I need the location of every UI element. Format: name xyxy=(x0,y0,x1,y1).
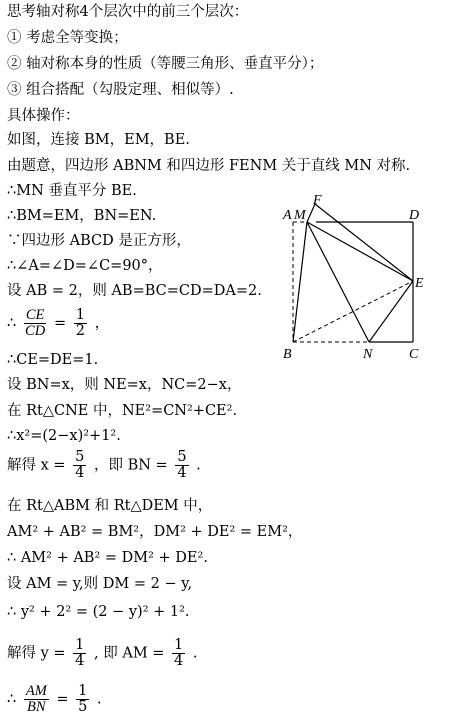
solve-y-num: 1 xyxy=(75,637,85,653)
solve-y-fraction xyxy=(73,638,86,669)
solve-x-den-2: 4 xyxy=(177,465,187,481)
segment-en xyxy=(369,281,413,342)
line-connect: 如图，连接 BM，EM，BE. xyxy=(7,132,190,148)
solve-y-fraction-2 xyxy=(172,638,185,669)
line-ce-de: ∴CE=DE=1. xyxy=(7,352,99,368)
line-pyth-2: ∴ AM² + AB² = DM² + DE². xyxy=(7,550,208,566)
line-perp: ∴MN 垂直平分 BE. xyxy=(7,183,137,199)
level-2: ② 轴对称本身的性质（等腰三角形、垂直平分）； xyxy=(7,56,324,72)
line-equal: ∴BM=EM，BN=EN. xyxy=(7,208,157,224)
line-sides: 设 AB = 2，则 AB=BC=CD=DA=2. xyxy=(7,283,262,299)
ratio-numerator: CE xyxy=(25,307,45,323)
ratio-tail: ， xyxy=(94,315,110,332)
geometry-figure xyxy=(275,192,445,364)
ratio-denominator: CD xyxy=(25,323,46,339)
line-angles: ∴∠A=∠D=∠C=90°， xyxy=(7,258,163,274)
final-den: BN xyxy=(27,699,46,715)
solve-x-den: 4 xyxy=(75,465,85,481)
solve-y-den: 4 xyxy=(75,653,85,669)
level-1: ① 考虑全等变换； xyxy=(7,30,128,46)
final-fraction xyxy=(24,684,49,715)
final-num: AM xyxy=(25,683,47,699)
final-equals: = xyxy=(56,691,69,708)
level-3: ③ 组合搭配（勾股定理、相似等）. xyxy=(7,82,234,98)
label-c: C xyxy=(409,347,419,362)
line-eq-y: ∴ y² + 2² = (2 − y)² + 1². xyxy=(7,604,190,620)
solve-y-tail: . xyxy=(192,645,198,662)
label-n: N xyxy=(363,347,373,362)
label-a: A xyxy=(283,208,292,223)
solve-x-tail: . xyxy=(196,457,201,474)
final-value-den: 5 xyxy=(78,699,88,715)
label-e: E xyxy=(415,276,424,291)
line-final xyxy=(7,684,102,715)
label-b: B xyxy=(283,347,292,362)
ratio-value-num: 1 xyxy=(75,307,85,323)
solve-x-prefix: 解得 x = xyxy=(7,457,66,474)
line-symmetric: 由题意，四边形 ABNM 和四边形 FENM 关于直线 MN 对称. xyxy=(7,158,411,174)
line-let-bn: 设 BN=x，则 NE=x，NC=2−x， xyxy=(7,377,242,393)
line-rt-cne: 在 Rt△CNE 中，NE²=CN²+CE². xyxy=(7,403,238,419)
solve-y-mid: , 即 AM = xyxy=(94,645,165,662)
final-prefix: ∴ xyxy=(7,691,17,708)
final-tail: . xyxy=(97,691,102,708)
segment-fe xyxy=(315,204,413,281)
intro-text: 思考轴对称4个层次中的前三个层次： xyxy=(7,4,249,20)
ratio-value-den: 2 xyxy=(75,323,85,339)
solve-x-fraction-2 xyxy=(175,450,188,481)
line-solve-y xyxy=(7,638,197,669)
solve-x-mid: ，即 BN = xyxy=(94,457,168,474)
segment-bm xyxy=(293,222,307,342)
solve-y-prefix: 解得 y = xyxy=(7,645,66,662)
ratio-equals: = xyxy=(53,315,67,332)
ratio-fraction xyxy=(24,308,47,339)
line-square: ∵四边形 ABCD 是正方形， xyxy=(7,233,191,249)
ratio-prefix: ∴ xyxy=(7,315,17,332)
label-m: M xyxy=(294,208,306,223)
label-f: F xyxy=(313,193,322,208)
solve-x-num: 5 xyxy=(75,449,85,465)
line-pyth: AM² + AB² = BM²，DM² + DE² = EM²， xyxy=(7,524,303,540)
solve-x-fraction xyxy=(73,450,86,481)
line-solve-x xyxy=(7,450,201,481)
line-ratio xyxy=(7,308,109,339)
solve-y-den-2: 4 xyxy=(174,653,184,669)
line-eq-x: ∴x²=(2−x)²+1². xyxy=(7,428,121,444)
final-value xyxy=(76,684,89,715)
solve-y-num-2: 1 xyxy=(174,637,184,653)
final-value-num: 1 xyxy=(78,683,88,699)
ops-heading: 具体操作： xyxy=(7,108,80,124)
ratio-value xyxy=(74,308,87,339)
line-let-am: 设 AM = y,则 DM = 2 − y, xyxy=(7,576,193,592)
line-rt-two: 在 Rt△ABM 和 Rt△DEM 中， xyxy=(7,498,213,514)
solve-x-num-2: 5 xyxy=(177,449,187,465)
segment-mn xyxy=(307,222,369,342)
label-d: D xyxy=(409,208,420,223)
